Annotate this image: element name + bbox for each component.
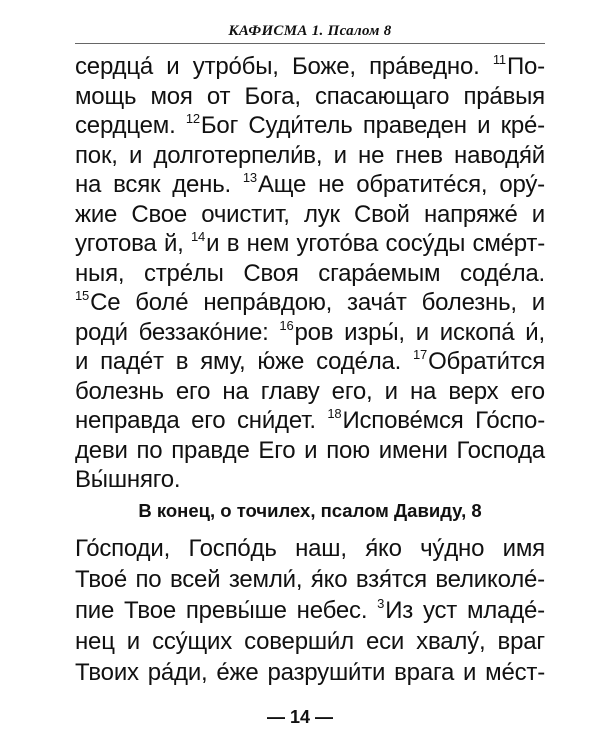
- word: и: [384, 377, 398, 405]
- word: и́,: [525, 318, 545, 346]
- text-line: [75, 595, 545, 626]
- word: его: [191, 407, 226, 434]
- word: болезнь,: [421, 289, 517, 316]
- word: уготова: [75, 230, 157, 257]
- word: младе́-: [466, 597, 545, 624]
- word: взя́тся: [355, 566, 427, 593]
- word: имени: [378, 436, 448, 464]
- word: Твоих: [75, 659, 139, 686]
- word: Его: [258, 436, 296, 464]
- word: наш,: [295, 535, 347, 562]
- word: и: [166, 53, 180, 80]
- word: нец: [75, 628, 115, 655]
- word: и: [304, 436, 318, 464]
- word: и: [531, 289, 545, 316]
- word: всей: [169, 566, 221, 593]
- word: Свой: [354, 200, 410, 228]
- word: я́ко: [365, 535, 402, 562]
- text-line: [75, 229, 545, 259]
- text-line: [75, 200, 545, 230]
- text-line: [75, 170, 545, 200]
- word: ископа́: [439, 318, 515, 346]
- verse-number: 18: [327, 406, 342, 421]
- word: пра́ведно.: [369, 53, 480, 80]
- word: и: [463, 659, 477, 686]
- word: имя: [502, 535, 545, 562]
- word: й,: [163, 230, 184, 257]
- text-line: [75, 82, 545, 112]
- word: пра́выя: [463, 82, 545, 110]
- verse-number: 17: [413, 347, 428, 362]
- text-line: [75, 436, 545, 466]
- text-line: [75, 626, 545, 657]
- text-line: [75, 52, 545, 82]
- word: и: [75, 348, 89, 375]
- word: $^{15}$Се: [75, 288, 121, 316]
- text-line: [75, 533, 545, 564]
- word: напряже́: [423, 200, 518, 228]
- word: его: [175, 377, 211, 405]
- word: $^{16}$ров: [279, 317, 334, 346]
- word: $^{17}$Обрати́тся: [413, 347, 545, 375]
- word: правде: [171, 436, 250, 464]
- word: мощь: [75, 82, 137, 110]
- word: пою: [326, 436, 370, 464]
- word: и: [415, 318, 429, 346]
- header-rule: [75, 43, 545, 44]
- word: сгара́емым: [318, 259, 441, 287]
- word: сердца́: [75, 53, 154, 80]
- word: соде́ла.: [459, 259, 545, 287]
- word: верх: [448, 377, 499, 405]
- word: боле́: [135, 289, 189, 316]
- word: сердцем.: [75, 112, 176, 139]
- word: обратите́ся,: [356, 171, 488, 198]
- word: и: [477, 112, 491, 139]
- word: пок,: [75, 141, 118, 169]
- word: сни́дет.: [236, 407, 316, 434]
- word: на: [409, 377, 437, 405]
- word: небес.: [296, 597, 368, 624]
- word: хвалу́,: [416, 628, 486, 655]
- word: в: [226, 230, 240, 257]
- word: Твое: [124, 597, 177, 624]
- word: и: [128, 141, 143, 169]
- word: $^{12}$Бог: [185, 111, 239, 139]
- word: врага: [394, 659, 455, 686]
- word: Го́споди,: [75, 535, 171, 562]
- word: враг: [497, 628, 545, 655]
- text-line: [75, 657, 545, 688]
- text-line: [75, 377, 545, 407]
- word: очистит,: [201, 200, 290, 228]
- word: еси: [365, 628, 405, 655]
- word: неправда: [75, 407, 180, 434]
- word: чу́дно: [420, 535, 485, 562]
- psalm-text-continued: [75, 52, 545, 495]
- word: ныя,: [75, 259, 125, 287]
- text-line: [75, 111, 545, 141]
- word: на: [222, 377, 249, 405]
- word: зача́т: [347, 289, 407, 316]
- word: не: [318, 171, 345, 198]
- word: Бога,: [244, 82, 301, 110]
- word: Суди́тель: [248, 112, 353, 139]
- word: угото́ва: [296, 230, 379, 257]
- word: наводя́й: [454, 141, 545, 169]
- text-line: [75, 288, 545, 318]
- word: я́ко: [310, 566, 348, 593]
- word: разруши́ти: [267, 659, 386, 686]
- word: всяк: [113, 171, 161, 198]
- word: от: [206, 82, 231, 110]
- word: моя: [150, 82, 193, 110]
- word: $^{18}$Испове́мся: [327, 406, 464, 434]
- word: и: [126, 628, 141, 655]
- word: по: [135, 566, 162, 593]
- word: долготерпели́в,: [153, 141, 323, 169]
- text-line: [75, 259, 545, 289]
- verse-number: 12: [185, 111, 200, 126]
- word: беззако́ние:: [138, 318, 269, 346]
- text-line: [75, 318, 545, 348]
- word: ю́же: [257, 348, 305, 375]
- word: лук: [303, 200, 340, 228]
- word: деви: [75, 436, 128, 464]
- word: Твое́: [75, 566, 127, 593]
- text-line: [75, 141, 545, 171]
- page-number: — 14 —: [266, 707, 334, 727]
- text-line: [75, 564, 545, 595]
- word: $^{13}$Аще: [242, 170, 307, 198]
- word: ме́ст-: [485, 659, 545, 686]
- word: яму,: [200, 348, 246, 375]
- word: главу: [260, 377, 320, 405]
- verse-number: 16: [279, 317, 294, 333]
- word: нем: [246, 230, 290, 257]
- verse-number: 11: [492, 52, 506, 67]
- running-header: КАФИСМА 1. Псалом 8: [228, 23, 392, 39]
- word: в: [175, 348, 189, 375]
- word: Вы́шняго.: [75, 466, 181, 493]
- word: по: [136, 436, 163, 464]
- text-line: [75, 465, 545, 495]
- word: жие: [75, 200, 118, 228]
- word: кре́-: [500, 112, 545, 139]
- word: Боже,: [291, 53, 356, 80]
- word: стре́лы: [143, 259, 224, 287]
- word: е́же: [216, 659, 259, 686]
- verse-number: 3: [377, 596, 385, 611]
- psalm-heading: В конец, о точилех, псалом Давиду, 8: [138, 500, 482, 521]
- word: паде́т: [100, 348, 164, 375]
- word: уст: [422, 597, 458, 624]
- word: не: [358, 141, 385, 169]
- word: его,: [331, 377, 373, 405]
- word: непра́вдою,: [203, 289, 333, 316]
- text-line: [75, 347, 545, 377]
- word: ору́-: [499, 171, 545, 198]
- word: его: [510, 377, 545, 405]
- text-line: [75, 406, 545, 436]
- word: изры́,: [344, 318, 405, 346]
- word: Свое: [131, 200, 188, 228]
- psalm-8-text: [75, 533, 545, 688]
- word: день.: [172, 171, 231, 198]
- word: соде́ла.: [316, 348, 402, 375]
- word: утро́бы,: [192, 53, 279, 80]
- word: ссу́щих: [152, 628, 233, 655]
- word: $^{11}$По-: [492, 52, 545, 80]
- word: роди́: [75, 318, 128, 346]
- word: на: [75, 171, 102, 198]
- word: $^{14}$и: [191, 229, 220, 257]
- word: пие: [75, 597, 115, 624]
- word: земли́,: [228, 566, 303, 593]
- verse-number: 13: [242, 170, 257, 185]
- word: сме́рт-: [472, 230, 545, 257]
- word: гнев: [395, 141, 443, 169]
- word: Господа: [456, 436, 545, 464]
- word: соверши́л: [244, 628, 354, 655]
- word: праведен: [362, 112, 467, 139]
- word: Госпо́дь: [188, 535, 277, 562]
- word: Своя: [243, 259, 299, 287]
- verse-number: 14: [191, 229, 206, 244]
- word: $^3$Из: [377, 596, 414, 624]
- word: и: [531, 200, 545, 228]
- word: и: [333, 141, 347, 169]
- word: сосу́ды: [385, 230, 466, 257]
- verse-number: 15: [75, 288, 90, 303]
- word: болезнь: [75, 377, 164, 405]
- word: ра́ди,: [147, 659, 208, 686]
- word: великоле́-: [435, 566, 545, 593]
- word: спасающаго: [314, 82, 450, 110]
- word: Го́спо-: [475, 407, 545, 434]
- word: превы́ше: [185, 597, 287, 624]
